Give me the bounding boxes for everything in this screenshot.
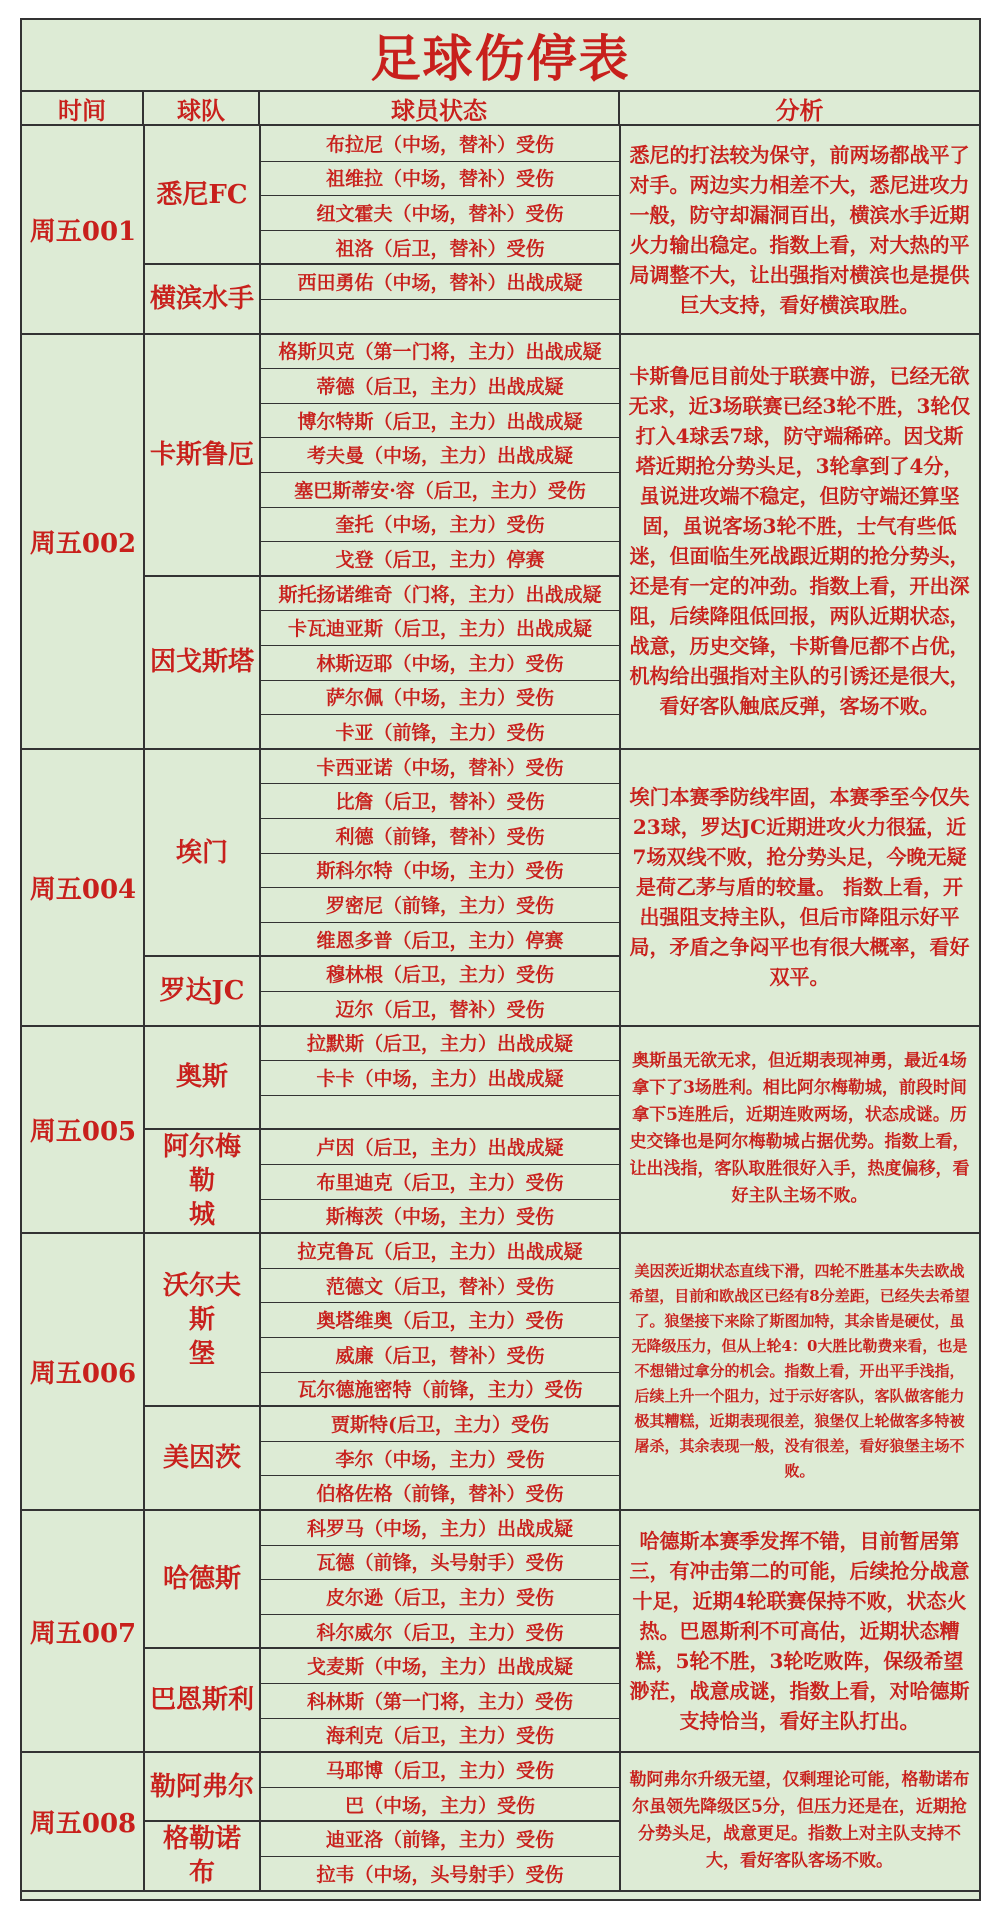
row-divider [260, 472, 620, 473]
team-name [144, 1821, 260, 1890]
team-divider [144, 1647, 620, 1649]
player-status: 卡亚（前锋，主力）受伤 [335, 721, 545, 744]
player-status: 林斯迈耶（中场，主力）受伤 [316, 652, 564, 675]
player-status: 萨尔佩（中场，主力）受伤 [325, 687, 554, 710]
match-time: 周五002 [29, 528, 137, 559]
player-status: 伯格佐格（前锋，替补）受伤 [316, 1483, 564, 1506]
row-divider [260, 887, 620, 888]
row-divider [260, 1579, 620, 1580]
player-status: 科林斯（第一门将，主力）受伤 [306, 1690, 573, 1713]
row-divider [260, 1441, 620, 1442]
row-divider [260, 1856, 620, 1857]
player-status: 纽文霍夫（中场，替补）受伤 [316, 202, 564, 225]
header-analysis: 分析 [620, 90, 979, 126]
player-status: 李尔（中场，主力）受伤 [335, 1448, 545, 1471]
player-status: 斯科尔特（中场，主力）受伤 [316, 860, 564, 883]
player-status: 布里迪克（后卫，主力）受伤 [316, 1171, 564, 1194]
team-name-text: 阿尔梅 勒 城 [162, 1132, 241, 1231]
column-divider [259, 126, 261, 1891]
team-name: 勒阿弗尔 [149, 1771, 254, 1802]
row-divider [260, 853, 620, 854]
row-divider [260, 437, 620, 438]
row-divider [260, 680, 620, 681]
row-divider [260, 230, 620, 231]
player-status: 祖洛（后卫，替补）受伤 [335, 237, 545, 260]
team-name [144, 1129, 260, 1233]
team-name-text: 格勒诺 布 [162, 1823, 241, 1888]
column-divider [619, 126, 621, 1891]
match-time: 周五007 [29, 1618, 137, 1649]
player-status: 卢因（后卫，主力）出战成疑 [316, 1137, 564, 1160]
row-divider [260, 507, 620, 508]
row-divider [260, 714, 620, 715]
row-divider [260, 1164, 620, 1165]
player-status: 海利克（后卫，主力）受伤 [325, 1725, 554, 1748]
row-divider [260, 1545, 620, 1546]
player-status: 比詹（后卫，替补）受伤 [335, 791, 545, 814]
row-divider [260, 818, 620, 819]
team-name: 悉尼FC [156, 180, 248, 211]
match-analysis: 勒阿弗尔升级无望，仅剩理论可能，格勒诺布尔虽领先降级区5分，但压力还是在，近期抢分势头足，战意更足。指数上对主队支持不大，看好客队客场不败。 [629, 1770, 970, 1872]
row-divider [260, 195, 620, 196]
team-name: 哈德斯 [162, 1564, 241, 1595]
row-divider [260, 1614, 620, 1615]
row-divider [260, 645, 620, 646]
player-status: 戈登（后卫，主力）停赛 [335, 548, 545, 571]
header-team: 球队 [144, 90, 260, 126]
row-divider [260, 1337, 620, 1338]
player-status: 瓦德（前锋，头号射手）受伤 [316, 1552, 564, 1575]
player-status: 布拉尼（中场，替补）受伤 [325, 133, 554, 156]
player-status: 拉默斯（后卫，主力）出战成疑 [306, 1033, 573, 1056]
player-status: 迈尔（后卫，替补）受伤 [335, 998, 545, 1021]
player-status: 皮尔逊（后卫，主力）受伤 [325, 1586, 554, 1609]
header-time: 时间 [22, 90, 144, 126]
team-divider [144, 955, 620, 957]
team-divider [144, 263, 620, 265]
match-time: 周五005 [29, 1116, 137, 1147]
player-status: 考夫曼（中场，主力）出战成疑 [306, 445, 573, 468]
player-status: 瓦尔德施密特（前锋，主力）受伤 [297, 1379, 583, 1402]
match-time: 周五004 [29, 874, 137, 905]
team-divider [144, 1405, 620, 1407]
row-divider [260, 161, 620, 162]
player-status: 罗密尼（前锋，主力）受伤 [325, 894, 554, 917]
player-status: 范德文（后卫，替补）受伤 [325, 1275, 554, 1298]
player-status: 马耶博（后卫，主力）受伤 [325, 1759, 554, 1782]
player-status: 拉韦（中场，头号射手）受伤 [316, 1863, 564, 1886]
player-status: 西田勇佑（中场，替补）出战成疑 [297, 272, 583, 295]
match-analysis: 卡斯鲁厄目前处于联赛中游，已经无欲无求，近3场联赛已经3轮不胜，3轮仅打入4球丢7球，防守端稀碎。因戈斯塔近期抢分势头足，3轮拿到了4分，虽说进攻端不稳定，但防守端还算坚固，虽说客场3轮不胜，士气有些低迷，但面临生死战跟近期的抢分势头，还是有一定的冲劲。指数上看，开出深阻，后续降阻低回报，两队近期状态，战意，历史交锋，卡斯鲁厄都不占优，机构给出强指对主队的引诱还是很大，看好客队触底反弹，客场不败。 [628, 364, 971, 719]
match-time: 周五006 [29, 1359, 137, 1390]
team-divider [144, 1820, 620, 1822]
page-title: 足球伤停表 [370, 29, 631, 88]
row-divider [260, 1372, 620, 1373]
player-status: 斯托扬诺维奇（门将，主力）出战成疑 [278, 583, 602, 606]
row-divider [260, 783, 620, 784]
match-time: 周五001 [29, 217, 137, 248]
player-status: 蒂德（后卫，主力）出战成疑 [316, 375, 564, 398]
player-status: 威廉（后卫，替补）受伤 [335, 1344, 545, 1367]
player-status: 维恩多普（后卫，主力）停赛 [316, 929, 564, 952]
team-name: 罗达JC [159, 975, 245, 1006]
player-status: 卡卡（中场，主力）出战成疑 [316, 1067, 564, 1090]
row-divider [260, 1683, 620, 1684]
row-divider [260, 1475, 620, 1476]
player-status: 奎托（中场，主力）受伤 [335, 514, 545, 537]
row-divider [260, 1199, 620, 1200]
player-status: 卡瓦迪亚斯（后卫，主力）出战成疑 [287, 618, 592, 641]
match-analysis: 哈德斯本赛季发挥不错，目前暂居第三，有冲击第二的可能，后续抢分战意十足，近期4轮联赛保持不败，状态火热。巴恩斯利不可高估，近期状态糟糕，5轮不胜，3轮吃败阵，保级希望渺茫，战意成谜，指数上看，对哈德斯支持恰当，看好主队打出。 [629, 1529, 970, 1734]
player-status: 斯梅茨（中场，主力）受伤 [325, 1206, 554, 1229]
row-divider [260, 922, 620, 923]
player-status: 拉克鲁瓦（后卫，主力）出战成疑 [297, 1240, 583, 1263]
column-divider [143, 126, 145, 1891]
team-name [144, 1233, 260, 1406]
player-status: 戈麦斯（中场，主力）出战成疑 [306, 1656, 573, 1679]
team-name: 奥斯 [175, 1062, 228, 1093]
team-name: 因戈斯塔 [149, 647, 254, 678]
player-status [260, 299, 620, 334]
team-name: 埃门 [175, 837, 228, 868]
player-status: 塞巴斯蒂安·容（后卫，主力）受伤 [294, 479, 586, 502]
header-player: 球员状态 [260, 90, 620, 126]
player-status: 科罗马（中场，主力）出战成疑 [306, 1517, 573, 1540]
match-time: 周五008 [29, 1808, 137, 1839]
row-divider [260, 610, 620, 611]
team-name-text: 沃尔夫 斯 堡 [162, 1270, 241, 1369]
player-status [260, 1095, 620, 1130]
player-status: 巴（中场，主力）受伤 [344, 1794, 535, 1817]
row-divider [260, 1787, 620, 1788]
injury-table [20, 18, 981, 1901]
player-status: 贾斯特(后卫，主力）受伤 [331, 1413, 549, 1436]
player-status: 祖维拉（中场，替补）受伤 [325, 168, 554, 191]
row-divider [260, 1718, 620, 1719]
player-status: 利德（前锋，替补）受伤 [335, 825, 545, 848]
row-divider [260, 1095, 620, 1096]
row-divider [260, 403, 620, 404]
team-divider [144, 1128, 620, 1130]
row-divider [260, 991, 620, 992]
match-divider [22, 1890, 979, 1892]
team-divider [144, 575, 620, 577]
row-divider [260, 1268, 620, 1269]
row-divider [260, 368, 620, 369]
player-status: 穆林根（后卫，主力）受伤 [325, 964, 554, 987]
match-analysis: 奥斯虽无欲无求，但近期表现神勇，最近4场拿下了3场胜利。相比阿尔梅勒城，前段时间拿下5连胜后，近期连败两场，状态成谜。历史交锋也是阿尔梅勒城占据优势。指数上看，让出浅指，客队取胜很好入手，热度偏移，看好主队主场不败。 [629, 1051, 970, 1207]
player-status: 奥塔维奥（后卫，主力）受伤 [316, 1310, 564, 1333]
team-name: 美因茨 [162, 1443, 241, 1474]
player-status: 格斯贝克（第一门将，主力）出战成疑 [278, 341, 602, 364]
match-analysis: 悉尼的打法较为保守，前两场都战平了对手。两边实力相差不大，悉尼进攻力一般，防守却漏洞百出，横滨水手近期火力输出稳定。指数上看，对大热的平局调整不大，让出强指对横滨也是提供巨大支持，看好横滨取胜。 [629, 142, 970, 317]
team-name: 横滨水手 [149, 283, 254, 314]
row-divider [260, 541, 620, 542]
player-status: 科尔威尔（后卫，主力）受伤 [316, 1621, 564, 1644]
row-divider [260, 299, 620, 300]
team-name: 巴恩斯利 [149, 1685, 254, 1716]
player-status: 博尔特斯（后卫，主力）出战成疑 [297, 410, 583, 433]
match-analysis: 美因茨近期状态直线下滑，四轮不胜基本失去欧战希望，目前和欧战区已经有8分差距，已经失去希望了。狼堡接下来除了斯图加特，其余皆是硬仗，虽无降级压力，但从上轮4：0大胜比勒费来看，也是不想错过拿分的机会。指数上看，开出平手浅指，后续上升一个阻力，过于示好客队，客队做客能力极其糟糕，近期表现很差，狼堡仅上轮做客多特被屠杀，其余表现一般，没有很差，看好狼堡主场不败。 [629, 1262, 970, 1481]
match-analysis: 埃门本赛季防线牢固，本赛季至今仅失23球，罗达JC近期进攻火力很猛，近7场双线不败，抢分势头足，今晚无疑是荷乙茅与盾的较量。 指数上看，开出强阻支持主队，但后市降阻示好平局，矛盾之争闷平也有很大概率，看好双平。 [629, 785, 970, 990]
player-status: 卡西亚诺（中场，替补）受伤 [316, 756, 564, 779]
player-status: 迪亚洛（前锋，主力）受伤 [325, 1829, 554, 1852]
row-divider [260, 1302, 620, 1303]
row-divider [260, 1060, 620, 1061]
team-name: 卡斯鲁厄 [149, 439, 254, 470]
